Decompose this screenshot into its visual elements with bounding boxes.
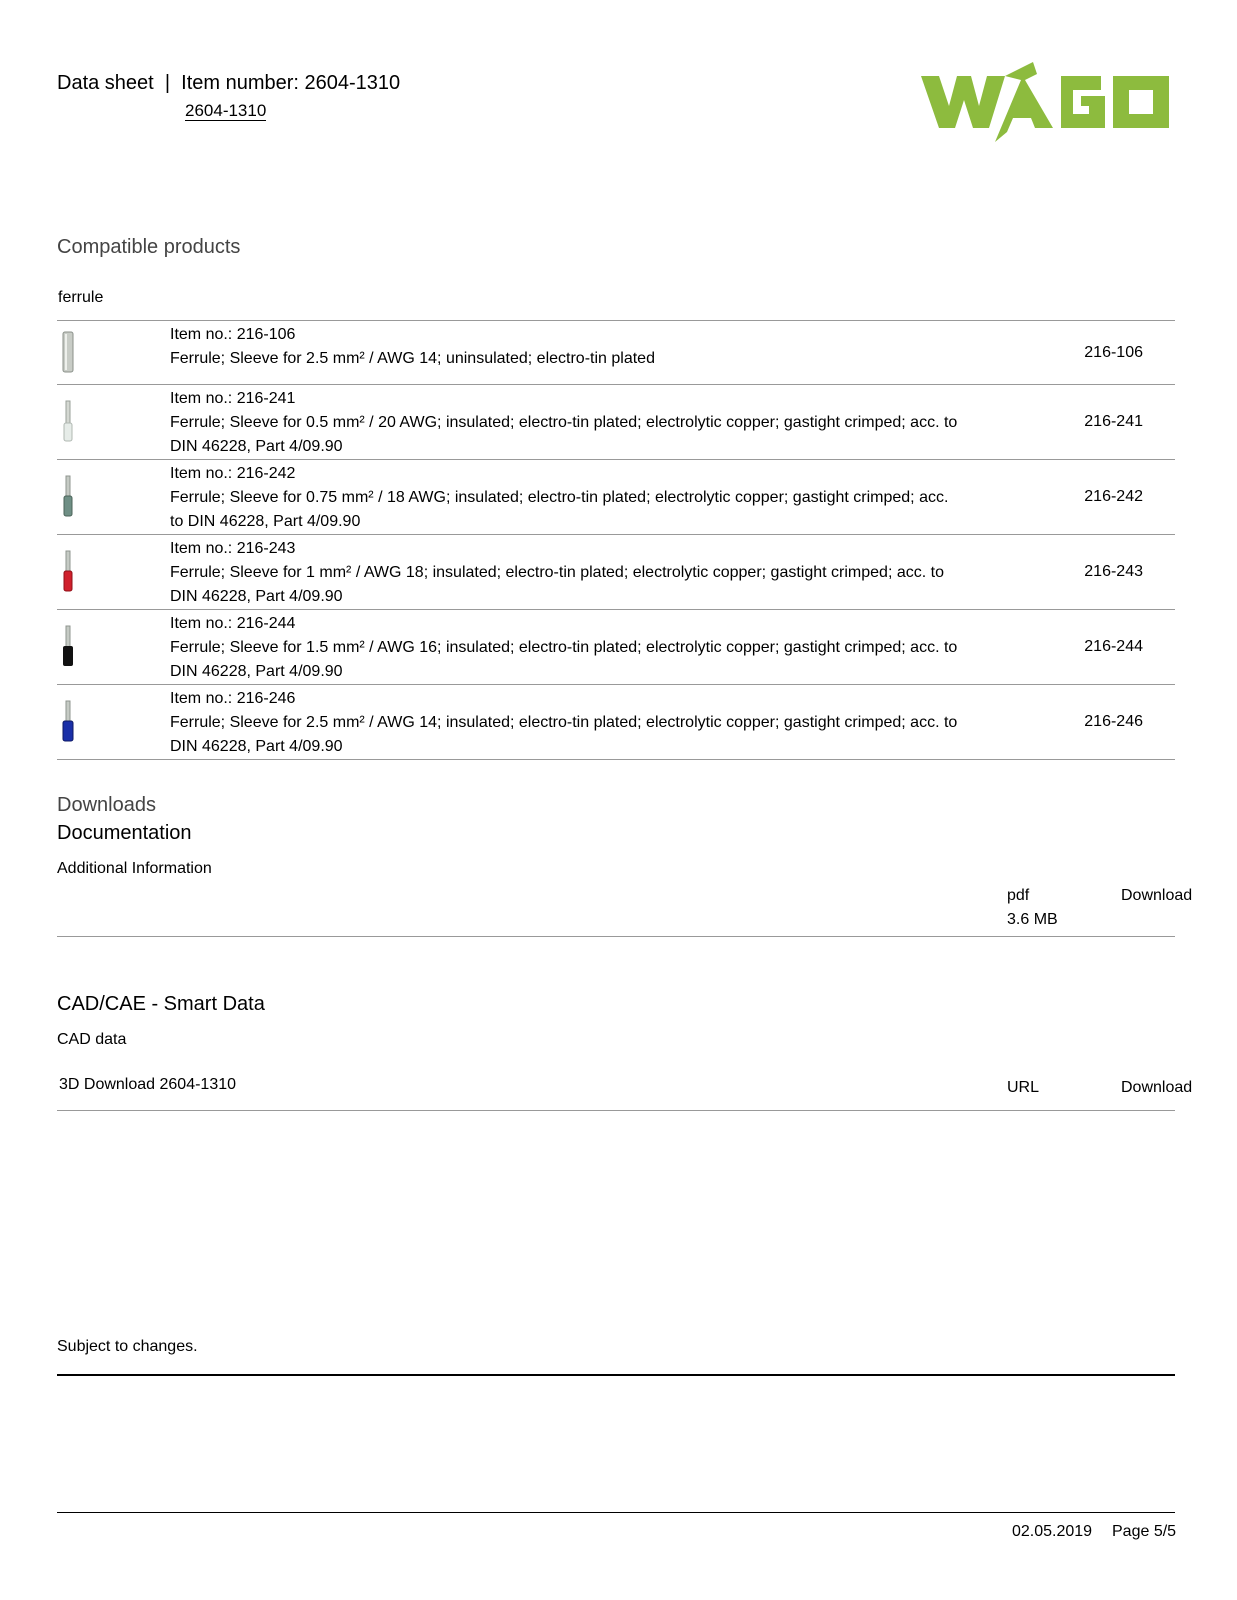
page-title: Data sheet | Item number: 2604-1310 bbox=[57, 72, 401, 94]
item-code[interactable]: 216-241 bbox=[1084, 413, 1143, 430]
additional-info-label: Additional Information bbox=[57, 860, 212, 877]
table-row[interactable] bbox=[57, 685, 1175, 760]
file-size: 3.6 MB bbox=[1007, 911, 1058, 928]
documentation-heading: Documentation bbox=[57, 822, 192, 844]
table-row[interactable] bbox=[57, 610, 1175, 685]
item-description: Ferrule; Sleeve for 1.5 mm² / AWG 16; insulated; electro-tin plated; electrolytic copper; gastight crimped; acc. to DIN 46228, Part 4/09.90 bbox=[170, 639, 958, 680]
compatible-products-table bbox=[57, 320, 1175, 760]
cad-download-label: 3D Download 2604-1310 bbox=[59, 1076, 237, 1093]
item-description: Ferrule; Sleeve for 0.5 mm² / 20 AWG; insulated; electro-tin plated; electrolytic copper; gastight crimped; acc. to DIN 46228, Part 4/09.90 bbox=[170, 414, 958, 455]
footer-date: 02.05.2019 bbox=[1012, 1523, 1093, 1540]
item-code[interactable]: 216-242 bbox=[1084, 488, 1143, 505]
item-number-link[interactable]: 2604-1310 bbox=[185, 101, 267, 120]
download-link[interactable]: Download bbox=[1121, 1079, 1193, 1096]
footer-divider bbox=[57, 1512, 1175, 1513]
section-heading-compatible: Compatible products bbox=[57, 236, 241, 258]
download-link[interactable]: Download bbox=[1121, 887, 1193, 904]
table-row[interactable] bbox=[57, 535, 1175, 610]
item-number: Item no.: 216-242 bbox=[170, 465, 296, 482]
item-code[interactable]: 216-243 bbox=[1084, 563, 1143, 580]
table-row[interactable] bbox=[57, 385, 1175, 460]
cad-data-label: CAD data bbox=[57, 1031, 127, 1048]
cad-row bbox=[57, 1068, 1193, 1111]
item-number: Item no.: 216-243 bbox=[170, 540, 296, 557]
item-code[interactable]: 216-106 bbox=[1084, 343, 1143, 361]
ferrule-thumbnail bbox=[59, 624, 79, 670]
item-code[interactable]: 216-244 bbox=[1084, 638, 1143, 655]
item-description: Ferrule; Sleeve for 1 mm² / AWG 18; insulated; electro-tin plated; electrolytic copper; gastight crimped; acc. to DIN 46228, Part 4/09.90 bbox=[170, 564, 944, 605]
wago-logo bbox=[921, 58, 1173, 144]
item-code[interactable]: 216-246 bbox=[1084, 713, 1143, 730]
ferrule-thumbnail bbox=[59, 699, 79, 745]
documentation-row bbox=[57, 882, 1193, 937]
page-number: Page 5/5 bbox=[1112, 1523, 1177, 1540]
footer-divider bbox=[57, 1374, 1175, 1376]
ferrule-thumbnail bbox=[59, 474, 79, 520]
table-row[interactable] bbox=[57, 321, 1175, 385]
item-description: Ferrule; Sleeve for 0.75 mm² / 18 AWG; insulated; electro-tin plated; electrolytic copper; gastight crimped; acc. to DIN 46228, Part 4/09.90 bbox=[170, 489, 949, 530]
item-number: Item no.: 216-246 bbox=[170, 690, 296, 707]
cad-heading: CAD/CAE - Smart Data bbox=[57, 993, 265, 1015]
item-number: Item no.: 216-244 bbox=[170, 615, 296, 632]
ferrule-thumbnail bbox=[59, 549, 79, 595]
file-type: pdf bbox=[1007, 887, 1030, 904]
ferrule-thumbnail bbox=[59, 399, 79, 445]
section-heading-downloads: Downloads bbox=[57, 794, 156, 816]
category-label: ferrule bbox=[58, 289, 104, 306]
subject-to-changes: Subject to changes. bbox=[57, 1338, 198, 1355]
file-type: URL bbox=[1007, 1079, 1040, 1096]
item-number: Item no.: 216-106 bbox=[170, 326, 296, 343]
table-row[interactable] bbox=[57, 460, 1175, 535]
item-description: Ferrule; Sleeve for 2.5 mm² / AWG 14; uninsulated; electro-tin plated bbox=[170, 350, 655, 367]
item-description: Ferrule; Sleeve for 2.5 mm² / AWG 14; insulated; electro-tin plated; electrolytic copper; gastight crimped; acc. to DIN 46228, Part 4/09.90 bbox=[170, 714, 958, 755]
ferrule-thumbnail bbox=[59, 330, 79, 376]
item-number: Item no.: 216-241 bbox=[170, 390, 296, 407]
